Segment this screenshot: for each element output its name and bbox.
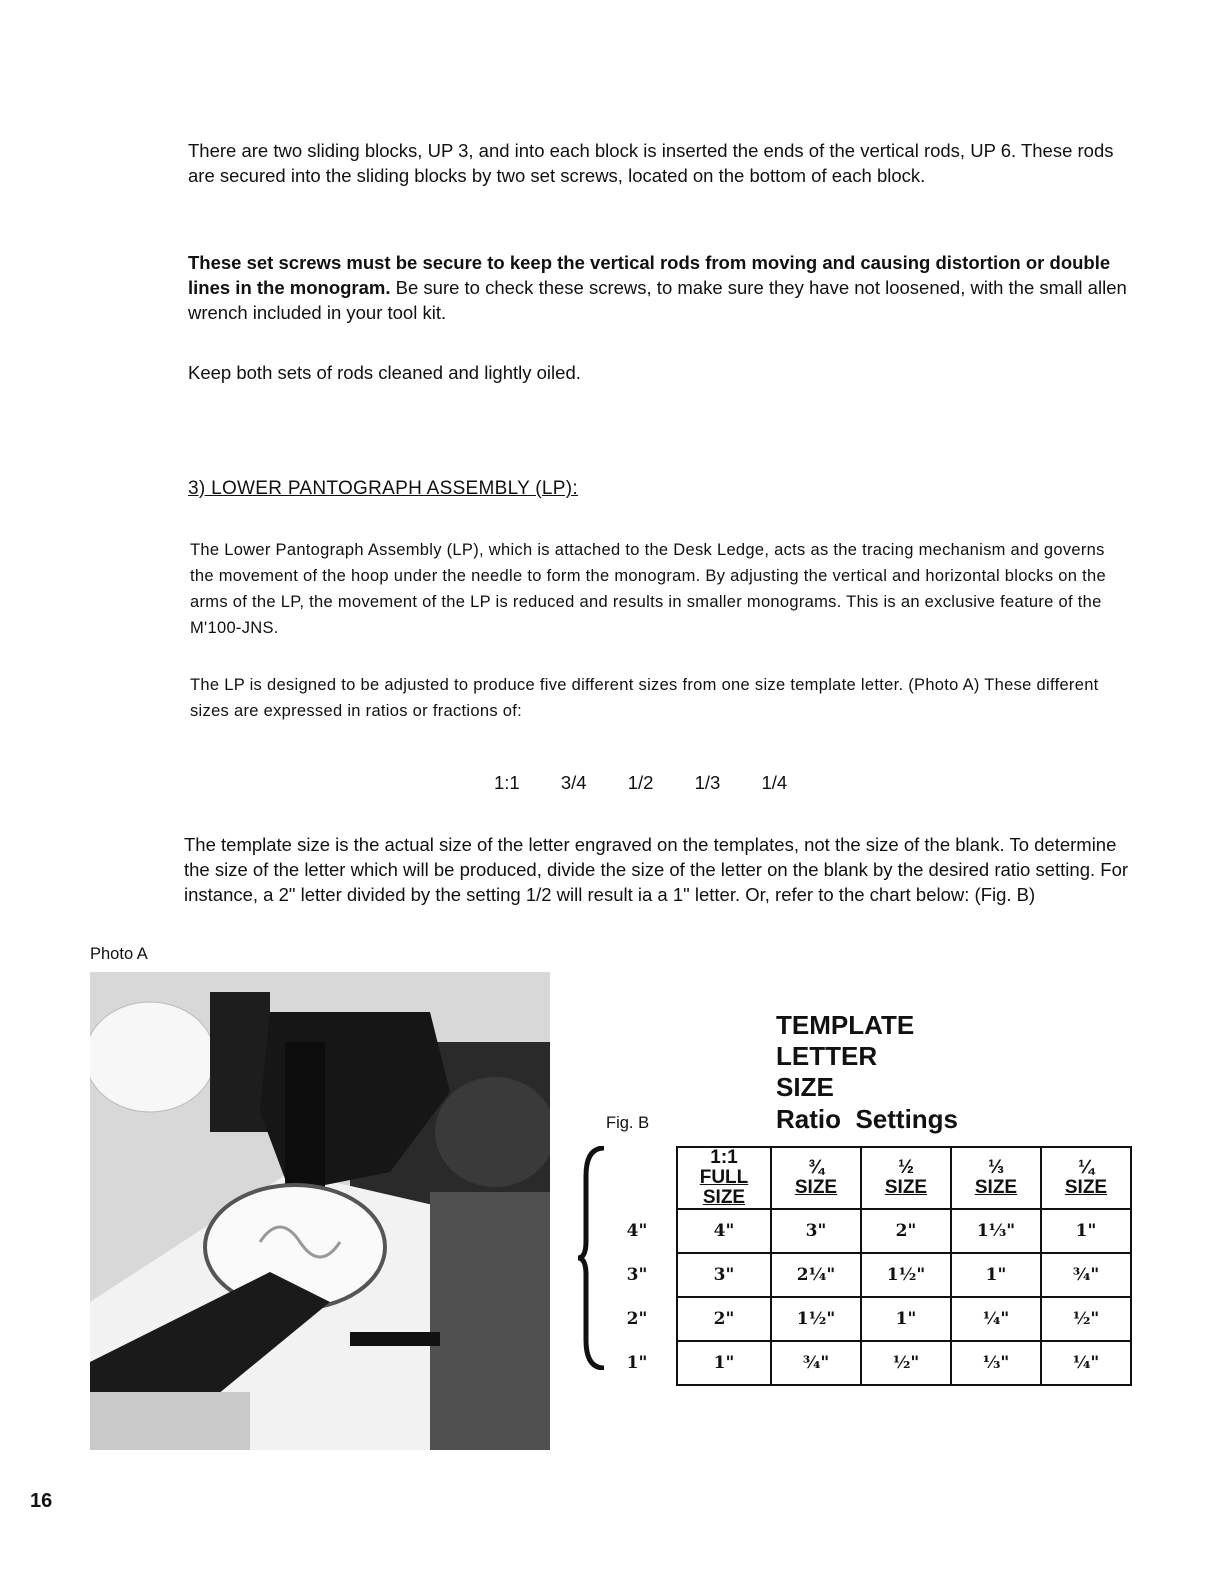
ratio-item: 1/2 <box>627 772 654 793</box>
table-cell: 3" <box>677 1253 771 1297</box>
figure-caption: Fig. B <box>606 1114 650 1132</box>
chart-title-line: SIZE <box>776 1072 834 1102</box>
table-header-cell <box>951 1147 1041 1209</box>
table-cell: 1½" <box>861 1253 951 1297</box>
row-label: 4" <box>598 1209 677 1253</box>
table-row <box>598 1253 1131 1297</box>
ratio-item: 1/4 <box>761 772 788 793</box>
table-cell: ¾" <box>1041 1253 1131 1297</box>
table-cell: 1⅓" <box>951 1209 1041 1253</box>
chart-title-line: LETTER <box>776 1041 878 1071</box>
lp-description-paragraph: The Lower Pantograph Assembly (LP), which is attached to the Desk Ledge, acts as the tracing mechanism and governs the movement of the hoop under the needle to form the monogram. By adjusting the vertical and horizontal blocks on the arms of the LP, the movement of the LP is reduced and results in smaller monograms. This is an exclusive feature of the M'100-JNS. <box>190 541 1106 637</box>
table-cell: 1½" <box>771 1297 861 1341</box>
table-header-cell <box>1041 1147 1131 1209</box>
header-size: FULL SIZE <box>699 1167 749 1208</box>
table-cell: ½" <box>861 1341 951 1385</box>
ratio-item: 1:1 <box>494 772 520 793</box>
section-heading: 3) LOWER PANTOGRAPH ASSEMBLY (LP): <box>188 478 578 499</box>
table-cell: 4" <box>677 1209 771 1253</box>
table-cell: ¼" <box>1041 1341 1131 1385</box>
header-size: SIZE <box>974 1177 1018 1198</box>
table-corner <box>598 1147 677 1209</box>
header-ratio: ⅓ <box>988 1157 1004 1178</box>
maintenance-paragraph: Keep both sets of rods cleaned and lightly oiled. <box>188 362 581 383</box>
header-ratio: 1:1 <box>710 1147 738 1168</box>
photo-caption: Photo A <box>90 945 148 963</box>
header-ratio: ½ <box>898 1157 914 1178</box>
table-header-cell <box>677 1147 771 1209</box>
warning-paragraph <box>188 250 1128 325</box>
intro-paragraph: There are two sliding blocks, UP 3, and into each block is inserted the ends of the vertical rods, UP 6. These rods are secured into the sliding blocks by two set screws, located on the bottom of each block. <box>188 140 1114 186</box>
table-cell: ¾" <box>771 1341 861 1385</box>
table-header-row <box>598 1147 1131 1209</box>
table-cell: 3" <box>771 1209 861 1253</box>
warning-bold-text: These set screws must be secure to keep the vertical rods from moving and causing distortion or double lines in the monogram. <box>188 252 1111 298</box>
header-size: SIZE <box>884 1177 928 1198</box>
header-size: SIZE <box>1064 1177 1108 1198</box>
ratio-list <box>494 772 823 794</box>
table-cell: 2" <box>861 1209 951 1253</box>
table-row <box>598 1209 1131 1253</box>
table-cell: 2" <box>677 1297 771 1341</box>
page-number: 16 <box>30 1490 53 1512</box>
table-cell: ½" <box>1041 1297 1131 1341</box>
ratio-item: 3/4 <box>560 772 587 793</box>
template-size-paragraph: The template size is the actual size of the letter engraved on the templates, not the size of the blank. To determine the size of the letter which will be produced, divide the size of the letter on the blank by the desired ratio setting. For instance, a 2" letter divided by the setting 1/2 will result ia a 1" letter. Or, refer to the chart below: (Fig. B) <box>184 834 1129 905</box>
table-row <box>598 1297 1131 1341</box>
row-label: 2" <box>598 1297 677 1341</box>
photo-monogram-machine <box>90 972 550 1450</box>
ratio-settings-table <box>598 1146 1132 1386</box>
chart-title <box>776 1010 914 1103</box>
table-header-cell <box>771 1147 861 1209</box>
table-cell: 1" <box>677 1341 771 1385</box>
table-cell: 1" <box>1041 1209 1131 1253</box>
table-cell: 1" <box>951 1253 1041 1297</box>
table-cell: ¼" <box>951 1297 1041 1341</box>
ratio-item: 1/3 <box>694 772 721 793</box>
header-ratio: ¼ <box>1078 1157 1094 1178</box>
row-label: 1" <box>598 1341 677 1385</box>
table-row <box>598 1341 1131 1385</box>
header-ratio: ¾ <box>808 1157 824 1178</box>
warning-rest-text: Be sure to check these screws, to make sure they have not loosened, with the small allen wrench included in your tool kit. <box>188 277 1127 323</box>
ratio-settings-label: Ratio Settings <box>776 1104 959 1134</box>
table-header-cell <box>861 1147 951 1209</box>
row-label: 3" <box>598 1253 677 1297</box>
table-cell: 1" <box>861 1297 951 1341</box>
photo-illustration <box>90 972 550 1450</box>
table-cell: 2¼" <box>771 1253 861 1297</box>
lp-sizes-paragraph: The LP is designed to be adjusted to produce five different sizes from one size template letter. (Photo A) These different sizes are expressed in ratios or fractions of: <box>190 676 1099 720</box>
header-size: SIZE <box>794 1177 838 1198</box>
chart-title-line: TEMPLATE <box>776 1010 915 1040</box>
table-cell: ⅓" <box>951 1341 1041 1385</box>
